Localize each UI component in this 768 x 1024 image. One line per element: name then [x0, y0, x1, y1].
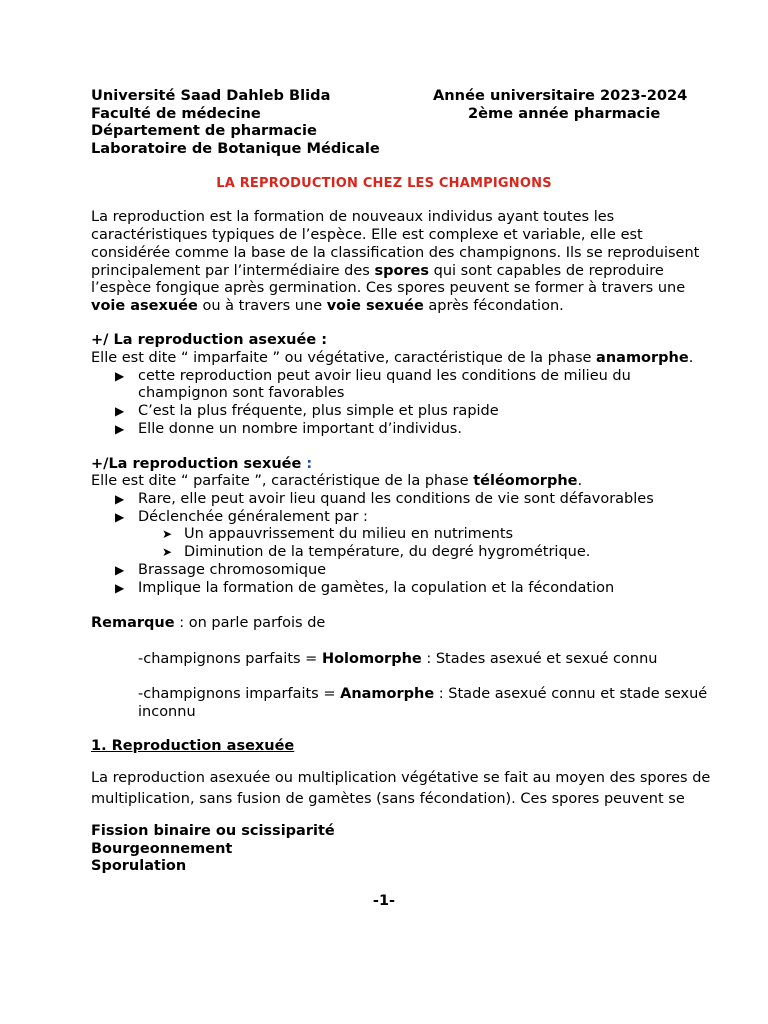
method-fission: Fission binaire ou scissiparité: [91, 823, 335, 839]
remark-holomorphe: [138, 651, 657, 669]
intro-line-6: [91, 298, 564, 316]
sexual-desc-end: .: [577, 473, 583, 489]
spores-term: spores: [374, 263, 430, 279]
black-right-triangle-icon: ▶: [115, 581, 125, 595]
university-name: Université Saad Dahleb Blida: [91, 87, 331, 104]
intro-text: après fécondation.: [423, 298, 564, 314]
intro-line-3: considérée comme la base de la classification des champignons. Ils se reproduisent: [91, 245, 700, 261]
anamorphe-term: anamorphe: [596, 350, 689, 366]
intro-line-4: [91, 263, 664, 281]
asexual-bullet-3: Elle donne un nombre important d’individus.: [138, 421, 462, 437]
asexual-bullet-1: cette reproduction peut avoir lieu quand les conditions de milieu du: [138, 368, 631, 384]
asexual-bullet-2: C’est la plus fréquente, plus simple et plus rapide: [138, 403, 499, 419]
asexual-way-term: voie asexuée: [91, 298, 198, 314]
sexual-desc-text: Elle est dite “ parfaite ”, caractéristique de la phase: [91, 473, 474, 489]
section-1-heading: 1. Reproduction asexuée: [91, 738, 295, 754]
intro-line-5: l’espèce fongique après germination. Ces spores peuvent se former à travers une: [91, 280, 686, 296]
black-right-triangle-icon: ▶: [115, 510, 125, 524]
asexual-heading: +/ La reproduction asexuée :: [91, 332, 328, 348]
sexual-heading-text: +/La reproduction sexuée: [91, 456, 307, 472]
black-right-triangle-icon: ▶: [115, 369, 125, 383]
holomorphe-term: Holomorphe: [321, 651, 422, 667]
sexual-bullet-2: Déclenchée généralement par :: [138, 509, 368, 525]
intro-line-1: La reproduction est la formation de nouveaux individus ayant toutes les: [91, 209, 615, 225]
method-sporulation: Sporulation: [91, 858, 187, 874]
black-right-triangle-icon: ▶: [115, 404, 125, 418]
remark-text: : Stade asexué connu et stade sexué: [434, 686, 708, 702]
anamorphe-term: Anamorphe: [340, 686, 435, 702]
asexual-description: [91, 350, 693, 368]
section-1-paragraph-line-1: La reproduction asexuée ou multiplication végétative se fait au moyen des spores de: [91, 770, 711, 786]
remark-label: Remarque: [91, 615, 175, 631]
remark-text: : on parle parfois de: [174, 615, 326, 631]
chevron-right-icon: ➤: [162, 527, 173, 541]
chevron-right-icon: ➤: [162, 545, 173, 559]
method-budding: Bourgeonnement: [91, 841, 233, 857]
black-right-triangle-icon: ▶: [115, 563, 125, 577]
remark-line: [91, 615, 325, 633]
laboratory-name: Laboratoire de Botanique Médicale: [91, 140, 380, 157]
remark-anamorphe: [138, 686, 707, 704]
black-right-triangle-icon: ▶: [115, 492, 125, 506]
intro-text: qui sont capables de reproduire: [429, 263, 664, 279]
sexual-bullet-3: Brassage chromosomique: [138, 562, 327, 578]
remark-anamorphe-cont: inconnu: [138, 704, 196, 720]
remark-text: -champignons imparfaits =: [138, 686, 341, 702]
sexual-way-term: voie sexuée: [326, 298, 424, 314]
intro-line-2: caractéristiques typiques de l’espèce. Elle est complexe et variable, elle est: [91, 227, 643, 243]
remark-text: -champignons parfaits =: [138, 651, 322, 667]
page-title: LA REPRODUCTION CHEZ LES CHAMPIGNONS: [216, 176, 552, 191]
sexual-bullet-4: Implique la formation de gamètes, la copulation et la fécondation: [138, 580, 615, 596]
sexual-subbullet-2: Diminution de la température, du degré hygrométrique.: [184, 544, 591, 560]
sexual-bullet-1: Rare, elle peut avoir lieu quand les conditions de vie sont défavorables: [138, 491, 654, 507]
remark-text: : Stades asexué et sexué connu: [421, 651, 658, 667]
sexual-subbullet-1: Un appauvrissement du milieu en nutriments: [184, 526, 514, 542]
academic-year: Année universitaire 2023-2024: [433, 87, 688, 104]
sexual-heading: [91, 456, 312, 474]
department-name: Département de pharmacie: [91, 122, 317, 139]
intro-text: principalement par l’intermédiaire des: [91, 263, 375, 279]
sexual-heading-colon: :: [306, 456, 313, 472]
asexual-desc-text: Elle est dite “ imparfaite ” ou végétative, caractéristique de la phase: [91, 350, 597, 366]
asexual-desc-end: .: [688, 350, 694, 366]
asexual-bullet-1-cont: champignon sont favorables: [138, 385, 345, 401]
sexual-description: [91, 473, 582, 491]
black-right-triangle-icon: ▶: [115, 422, 125, 436]
faculty-name: Faculté de médecine: [91, 105, 261, 122]
intro-text: ou à travers une: [197, 298, 327, 314]
page-number: -1-: [372, 893, 396, 909]
study-year: 2ème année pharmacie: [468, 105, 661, 122]
teleomorphe-term: téléomorphe: [473, 473, 578, 489]
section-1-paragraph-line-2: multiplication, sans fusion de gamètes (sans fécondation). Ces spores peuvent se: [91, 791, 685, 807]
